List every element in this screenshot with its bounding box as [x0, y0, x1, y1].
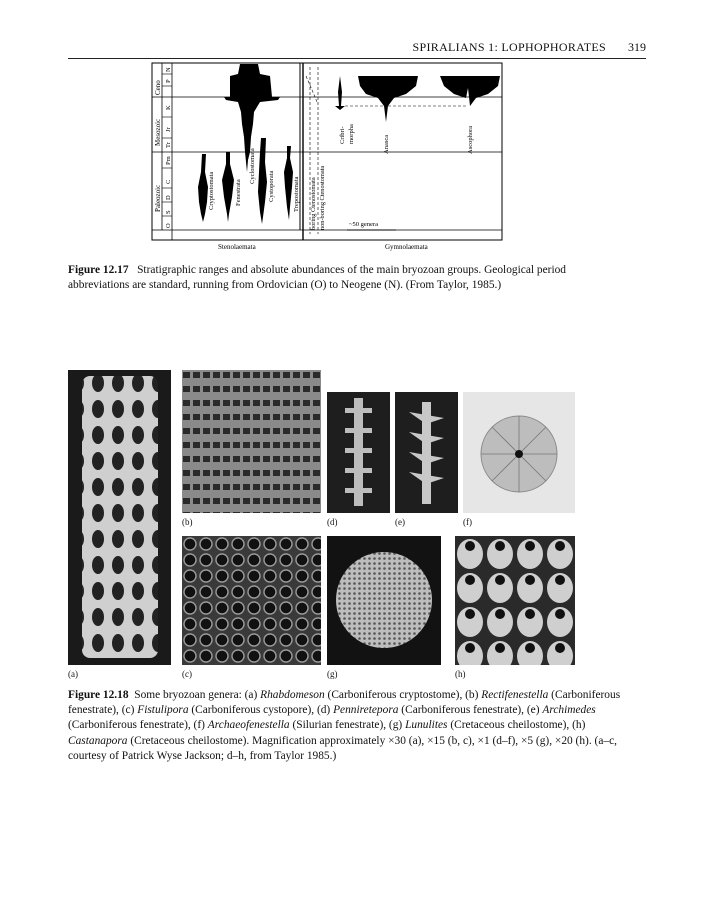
group-label-trepostomata: Trepostomata [293, 176, 300, 212]
photo-e-texture [395, 392, 458, 513]
genus-name: Castanapora [68, 734, 128, 747]
photo-g-lunulites [327, 536, 441, 665]
photo-d-penniretepora [327, 392, 390, 513]
running-title: SPIRALIANS 1: LOPHOPHORATES [412, 40, 606, 54]
photo-d-texture [327, 392, 390, 513]
period-label: D [165, 195, 172, 200]
caption-text: (Cretaceous cheilostome), (h) [447, 719, 586, 732]
panel-label-b: (b) [182, 517, 193, 527]
page-number: 319 [628, 40, 646, 54]
range-anasca [358, 76, 418, 122]
period-label: S [165, 210, 172, 214]
photo-f-texture [463, 392, 575, 513]
panel-label-d: (d) [327, 517, 338, 527]
genus-name: Lunulites [405, 719, 448, 732]
period-label: Pm [165, 156, 172, 165]
group-label-cribrimorpha-1: Cribri- [339, 126, 346, 144]
group-label-cystoporata: Cystoporata [268, 170, 275, 202]
clade-label-gymnolaemata: Gymnolaemata [385, 243, 428, 251]
photo-b-texture [182, 370, 321, 513]
group-label-ascophora: Ascophora [467, 125, 474, 154]
photo-c-fistulipora [182, 536, 321, 665]
period-label: Tr [165, 142, 172, 148]
panel-label-e: (e) [395, 517, 405, 527]
era-label-mesozoic: Mesozoic [154, 118, 162, 146]
panel-label-g: (g) [327, 669, 338, 679]
panel-label-f: (f) [463, 517, 472, 527]
photo-b-rectifenestella [182, 370, 321, 513]
group-label-cryptostomata: Cryptostomata [208, 171, 215, 210]
running-header [68, 38, 646, 59]
era-label-ceno: Ceno [154, 80, 162, 95]
figure-12-18-caption [68, 688, 628, 764]
photo-f-archaeofenestella [463, 392, 575, 513]
stratigraphic-range-chart [150, 62, 504, 252]
caption-text: (Silurian fenestrate), (g) [289, 719, 406, 732]
caption-text: Some bryozoan genera: (a) [134, 689, 261, 701]
range-cryptostomata [198, 154, 208, 222]
photo-c-texture [182, 536, 321, 665]
caption-text: (Carboniferous fenestrate), (f) [68, 719, 208, 732]
period-label: O [165, 223, 172, 228]
group-label-non-boring-ctenostomata: non-boring Ctenostomata [319, 165, 326, 230]
clade-label-stenolaemata: Stenolaemata [218, 243, 256, 251]
genus-name: Penniretepora [333, 704, 399, 717]
photo-h-texture [455, 536, 575, 665]
genus-name: Rectifenestella [481, 689, 549, 701]
panel-label-c: (c) [182, 669, 192, 679]
range-ascophora [440, 76, 500, 106]
group-label-anasca: Anasca [383, 134, 390, 154]
range-cystoporata [258, 138, 267, 224]
period-label: Jr [165, 127, 172, 132]
photo-a-texture [68, 370, 171, 665]
range-trepostomata [284, 146, 293, 220]
caption-text: (Carboniferous fenestrate), (c) [68, 689, 621, 717]
period-label: K [165, 105, 172, 110]
group-label-cyclostomata: Cyclostomata [249, 148, 256, 184]
figure-12-18-caption-label: Figure 12.18 [68, 689, 129, 701]
period-label: P [165, 79, 172, 83]
era-label-paleozoic: Paleozoic [154, 184, 162, 212]
caption-text: (Carboniferous fenestrate), (e) [398, 704, 543, 717]
period-label: N [165, 67, 172, 72]
group-label-fenestrata: Fenestrata [235, 179, 242, 206]
caption-text: (Cretaceous cheilostome). Magnification approximately ×30 (a), ×15 (b, c), ×1 (d–f), ×5 (g), ×20 (h). (a–c, courtesy of Patrick Wyse Jackson; d–h, from Taylor 1985.) [68, 734, 617, 762]
scale-label: ~50 genera [349, 221, 378, 228]
panel-label-h: (h) [455, 669, 466, 679]
genus-name: Archimedes [542, 704, 596, 717]
photo-g-texture [327, 536, 441, 665]
figure-12-17-caption-text: Stratigraphic ranges and absolute abundances of the main bryozoan groups. Geological period abbreviations are standard, running from Ordovician (O) to Neogene (N). (From Taylor, 1985.) [68, 264, 567, 292]
panel-label-a: (a) [68, 669, 78, 679]
caption-text: (Carboniferous cryptostome), (b) [324, 689, 482, 701]
photo-a-rhabdomeson [68, 370, 171, 665]
figure-12-17-caption [68, 263, 628, 293]
caption-text: (Carboniferous cystopore), (d) [188, 704, 334, 717]
range-cribrimorpha [335, 76, 345, 110]
group-label-cribrimorpha-2: morpha [348, 124, 355, 144]
genus-name: Rhabdomeson [260, 689, 325, 701]
figure-12-17-caption-label: Figure 12.17 [68, 264, 129, 276]
group-label-boring-ctenostomata: boring Ctenostomata [310, 177, 317, 230]
period-label: C [165, 179, 172, 184]
genus-name: Fistulipora [137, 704, 189, 717]
genus-name: Archaeofenestella [207, 719, 290, 732]
photo-e-archimedes [395, 392, 458, 513]
range-fenestrata [222, 152, 234, 222]
photo-h-castanapora [455, 536, 575, 665]
